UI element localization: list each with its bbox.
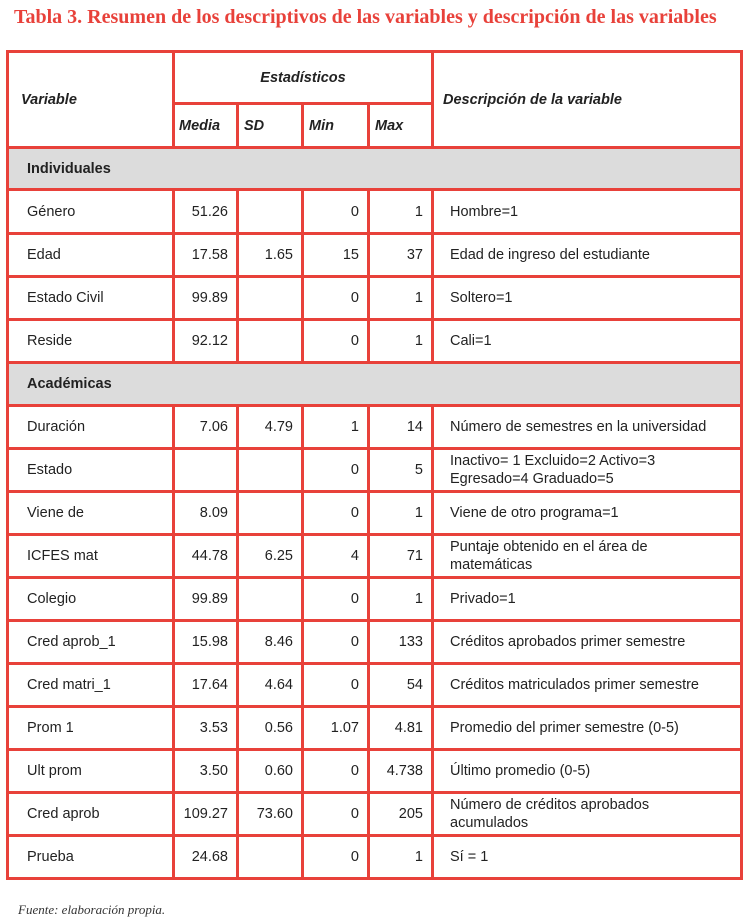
cell-media: 8.09 [174,492,238,535]
cell-min: 0 [303,621,369,664]
cell-max: 54 [369,664,433,707]
cell-sd [238,277,303,320]
cell-sd: 8.46 [238,621,303,664]
cell-sd: 0.56 [238,707,303,750]
cell-min: 0 [303,449,369,492]
cell-max: 205 [369,793,433,836]
table-row [8,578,742,621]
cell-media: 7.06 [174,406,238,449]
cell-description [433,277,742,320]
cell-min: 0 [303,277,369,320]
description-line: Inactivo= 1 Excluido=2 Activo=3 [450,453,656,469]
header-sd: SD [238,104,303,148]
cell-max: 4.81 [369,707,433,750]
description-line: Último promedio (0-5) [450,763,591,779]
table-row [8,234,742,277]
section-row [8,363,742,406]
description-line: Sí = 1 [450,849,489,865]
table-row [8,535,742,578]
table-title: Tabla 3. Resumen de los descriptivos de las variables y descripción de las variables [14,6,717,28]
table-row [8,664,742,707]
cell-description [433,234,742,277]
table-row [8,621,742,664]
cell-min: 0 [303,793,369,836]
cell-min: 4 [303,535,369,578]
cell-sd: 4.79 [238,406,303,449]
cell-description [433,621,742,664]
description-line: Créditos matriculados primer semestre [450,677,699,693]
cell-max: 1 [369,190,433,234]
cell-variable: Colegio [8,578,174,621]
cell-max: 1 [369,320,433,363]
header-media: Media [174,104,238,148]
cell-variable: Género [8,190,174,234]
table-row [8,836,742,879]
cell-max: 1 [369,492,433,535]
cell-media: 17.58 [174,234,238,277]
cell-description [433,707,742,750]
cell-min: 0 [303,320,369,363]
description-line: Hombre=1 [450,203,519,220]
cell-variable: Prom 1 [8,707,174,750]
cell-media: 24.68 [174,836,238,879]
table-row [8,320,742,363]
cell-media: 15.98 [174,621,238,664]
cell-description [433,836,742,879]
cell-description [433,793,742,836]
cell-variable: Edad [8,234,174,277]
cell-description [433,578,742,621]
cell-description [433,750,742,793]
cell-variable: Cred matri_1 [8,664,174,707]
header-max: Max [369,104,433,148]
cell-variable: Estado [8,449,174,492]
cell-sd: 73.60 [238,793,303,836]
table-row [8,750,742,793]
cell-variable: Prueba [8,836,174,879]
cell-max: 133 [369,621,433,664]
header-description: Descripción de la variable [433,52,742,148]
cell-max: 1 [369,578,433,621]
cell-max: 1 [369,836,433,879]
table-row [8,449,742,492]
cell-description [433,492,742,535]
description-line: matemáticas [450,557,533,573]
section-label: Individuales [8,148,742,190]
cell-description [433,535,742,578]
cell-min: 0 [303,492,369,535]
description-line: Edad de ingreso del estudiante [450,247,650,263]
cell-sd [238,492,303,535]
table-row [8,190,742,234]
cell-media: 3.53 [174,707,238,750]
cell-description [433,449,742,492]
cell-min: 0 [303,750,369,793]
cell-sd [238,449,303,492]
cell-media: 99.89 [174,578,238,621]
cell-description [433,406,742,449]
cell-sd [238,836,303,879]
cell-min: 1 [303,406,369,449]
cell-description [433,190,742,234]
header-variable: Variable [8,52,174,148]
cell-sd: 1.65 [238,234,303,277]
table-row [8,406,742,449]
cell-media: 99.89 [174,277,238,320]
table-row [8,793,742,836]
cell-sd: 6.25 [238,535,303,578]
cell-variable: Viene de [8,492,174,535]
cell-sd: 0.60 [238,750,303,793]
table-row [8,492,742,535]
cell-variable: Ult prom [8,750,174,793]
cell-min: 0 [303,190,369,234]
cell-media: 44.78 [174,535,238,578]
description-line: Promedio del primer semestre (0-5) [450,720,679,736]
header-min: Min [303,104,369,148]
description-line: acumulados [450,815,529,831]
source-note: Fuente: elaboración propia. [18,902,166,917]
description-line: Puntaje obtenido en el área de [450,539,648,555]
table-row [8,277,742,320]
table-row [8,707,742,750]
cell-min: 15 [303,234,369,277]
cell-variable: Estado Civil [8,277,174,320]
section-label: Académicas [8,363,742,406]
descriptives-table [6,50,743,880]
cell-media: 51.26 [174,190,238,234]
cell-max: 4.738 [369,750,433,793]
cell-variable: Cred aprob [8,793,174,836]
description-line: Privado=1 [450,591,516,607]
cell-variable: Reside [8,320,174,363]
cell-description [433,320,742,363]
cell-media: 92.12 [174,320,238,363]
description-line: Número de semestres en la universidad [450,419,707,435]
cell-sd [238,578,303,621]
cell-sd [238,190,303,234]
cell-variable: Duración [8,406,174,449]
cell-min: 1.07 [303,707,369,750]
cell-sd: 4.64 [238,664,303,707]
description-line: Número de créditos aprobados [450,797,650,813]
cell-media [174,449,238,492]
cell-max: 71 [369,535,433,578]
cell-min: 0 [303,578,369,621]
section-row [8,148,742,190]
cell-sd [238,320,303,363]
cell-media: 17.64 [174,664,238,707]
cell-description [433,664,742,707]
description-line: Viene de otro programa=1 [450,505,619,521]
description-line: Egresado=4 Graduado=5 [450,471,614,487]
cell-max: 1 [369,277,433,320]
cell-variable: ICFES mat [8,535,174,578]
cell-min: 0 [303,836,369,879]
cell-variable: Cred aprob_1 [8,621,174,664]
cell-max: 37 [369,234,433,277]
description-line: Cali=1 [450,333,492,349]
description-line: Soltero=1 [450,290,513,306]
description-line: Créditos aprobados primer semestre [450,634,686,650]
cell-max: 5 [369,449,433,492]
cell-min: 0 [303,664,369,707]
header-stats: Estadísticos [174,52,433,104]
cell-max: 14 [369,406,433,449]
cell-media: 109.27 [174,793,238,836]
cell-media: 3.50 [174,750,238,793]
